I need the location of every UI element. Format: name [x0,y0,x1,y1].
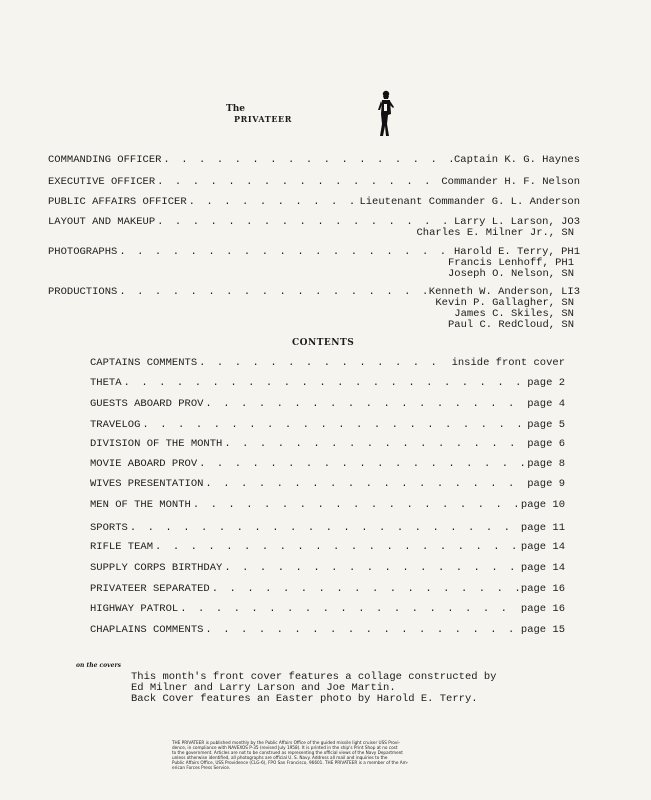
covers-line: Back Cover features an Easter photo by Harold E. Terry. [131,693,478,705]
toc-label: MOVIE ABOARD PROV [90,458,198,470]
toc-entry [90,417,575,431]
contents-heading: CONTENTS [292,338,355,348]
leader-dots [212,583,519,595]
leader-dots [142,419,525,431]
toc-page: page 14 [520,562,565,574]
notice-line: unless otherwise identified, all photographs are official U. S. Navy. Address all mail and inquiries to the [172,755,388,760]
staff-name: Kevin P. Gallagher, SN [435,297,574,309]
toc-label: WIVES PRESENTATION [90,478,204,490]
staff-role: PRODUCTIONS [48,286,118,298]
toc-entry [90,622,575,636]
staff-row [48,153,580,166]
notice-line: erican Forces Press Service. [172,765,231,770]
toc-page: page 9 [527,478,565,490]
staff-row [48,245,580,280]
toc-entry [90,581,575,595]
staff-role: PUBLIC AFFAIRS OFFICER [48,196,187,208]
leader-dots [119,286,426,298]
toc-entry [90,456,575,470]
toc-page: page 16 [520,603,565,615]
staff-name: Larry L. Larson, JO3 [453,216,580,228]
staff-name: Commander H. F. Nelson [441,176,580,188]
toc-label: GUESTS ABOARD PROV [90,398,204,410]
leader-dots [157,216,452,228]
toc-label: SUPPLY CORPS BIRTHDAY [90,562,223,574]
toc-label: RIFLE TEAM [90,541,154,553]
staff-name: Harold E. Terry, PH1 [453,246,580,258]
toc-entry [90,520,575,534]
staff-name: Captain K. G. Haynes [453,154,580,166]
masthead-the: The [226,104,245,114]
toc-entry [90,355,575,369]
staff-name: Francis Lenhoff, PH1 [447,257,574,269]
staff-row [48,215,580,239]
leader-dots [124,377,526,389]
leader-dots [157,176,439,188]
toc-page: inside front cover [451,357,565,369]
toc-page: page 15 [520,624,565,636]
staff-role: COMMANDING OFFICER [48,154,162,166]
toc-page: page 2 [527,377,565,389]
toc-page: page 16 [520,583,565,595]
leader-dots [119,246,452,258]
staff-role: PHOTOGRAPHS [48,246,118,258]
toc-entry [90,396,575,410]
toc-entry [90,476,575,490]
toc-label: HIGHWAY PATROL [90,603,179,615]
leader-dots [189,196,358,208]
leader-dots [205,478,525,490]
covers-label: on the covers [76,662,121,669]
toc-label: CAPTAINS COMMENTS [90,357,198,369]
toc-entry [90,560,575,574]
leader-dots [205,624,518,636]
covers-description [131,672,496,705]
toc-label: DIVISION OF THE MONTH [90,438,223,450]
leader-dots [224,438,525,450]
toc-label: THETA [90,377,122,389]
notice-line: dence, in compliance with NAVEXOS P-35 (revised July 1958). It is printed in the ship's Print Shop at no cost [172,745,398,750]
staff-role: LAYOUT AND MAKEUP [48,216,156,228]
leader-dots [205,398,525,410]
staff-name: Lieutenant Commander G. L. Anderson [359,196,580,208]
covers-line: Ed Milner and Larry Larson and Joe Martin. [131,682,396,694]
leader-dots [199,458,525,470]
notice-line: Public Affairs Office, USS Providence (CLG-6), FPO San Francisco, 96601. THE PRIVATEER is a member of the Am- [172,760,409,765]
leader-dots [224,562,519,574]
staff-row [48,175,580,188]
notice-line: to the government. Articles are not to be construed as representing the official views of the Navy Department [172,750,403,755]
staff-row [48,195,580,208]
toc-page: page 6 [527,438,565,450]
toc-label: TRAVELOG [90,419,141,431]
toc-page: page 10 [520,499,565,511]
toc-label: PRIVATEER SEPARATED [90,583,210,595]
staff-name: James C. Skiles, SN [454,308,574,320]
leader-dots [155,541,519,553]
toc-label: MEN OF THE MONTH [90,499,191,511]
staff-name: Joseph O. Nelson, SN [447,268,574,280]
staff-name: Paul C. RedCloud, SN [447,319,574,331]
toc-entry [90,497,575,511]
toc-entry [90,539,575,553]
toc-entry [90,601,575,615]
toc-entry [90,436,575,450]
covers-line: This month's front cover features a collage constructed by [131,671,497,683]
toc-page: page 4 [527,398,565,410]
staff-name: Kenneth W. Anderson, LI3 [428,286,580,298]
leader-dots [199,357,449,369]
toc-page: page 5 [527,419,565,431]
leader-dots [163,154,452,166]
publication-notice [172,740,502,770]
toc-page: page 14 [520,541,565,553]
toc-entry [90,375,575,389]
staff-name: Charles E. Milner Jr., SN [416,227,574,239]
minuteman-figure-icon [377,90,397,138]
staff-row [48,285,580,331]
staff-role: EXECUTIVE OFFICER [48,176,156,188]
notice-line: THE PRIVATEER is published monthly by the Public Affairs Office of the guided missile light cruiser USS Provi- [172,740,401,745]
leader-dots [130,522,519,534]
toc-label: SPORTS [90,522,128,534]
leader-dots [193,499,519,511]
toc-page: page 8 [527,458,565,470]
toc-label: CHAPLAINS COMMENTS [90,624,204,636]
leader-dots [180,603,519,615]
masthead [222,104,322,124]
masthead-title: PRIVATEER [234,114,292,124]
toc-page: page 11 [520,522,565,534]
